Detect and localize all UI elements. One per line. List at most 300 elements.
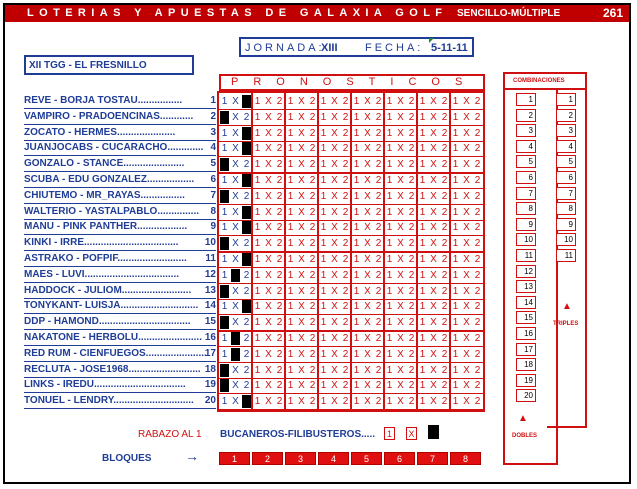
prediction-cell[interactable]: 2 <box>408 175 415 186</box>
prediction-cell[interactable]: X <box>463 396 470 408</box>
prediction-mark[interactable] <box>242 300 251 313</box>
prediction-cell[interactable]: 1 <box>254 254 261 265</box>
prediction-mark[interactable] <box>220 379 229 392</box>
prediction-cell[interactable]: X <box>265 301 272 313</box>
prediction-cell[interactable]: X <box>232 254 239 265</box>
prediction-cell[interactable]: 2 <box>276 333 283 344</box>
prediction-cell[interactable]: X <box>265 96 272 107</box>
prediction-cell[interactable]: 2 <box>342 190 349 202</box>
prediction-cell[interactable]: X <box>331 111 338 123</box>
prediction-cell[interactable]: 1 <box>419 190 426 202</box>
prediction-cell[interactable]: 1 <box>320 206 327 218</box>
dobles-box[interactable]: 11 <box>516 249 536 262</box>
prediction-cell[interactable]: X <box>364 206 371 218</box>
triples-box[interactable]: 7 <box>556 187 576 200</box>
prediction-cell[interactable]: 1 <box>287 127 294 139</box>
dobles-box[interactable]: 6 <box>516 171 536 184</box>
prediction-cell[interactable]: X <box>463 96 470 107</box>
prediction-cell[interactable]: 2 <box>375 222 382 234</box>
dobles-box[interactable]: 19 <box>516 374 536 387</box>
prediction-cell[interactable]: 2 <box>441 159 448 171</box>
prediction-cell[interactable]: 2 <box>342 285 349 297</box>
prediction-cell[interactable]: X <box>397 96 404 107</box>
prediction-cell[interactable]: 2 <box>309 143 316 155</box>
prediction-cell[interactable]: 1 <box>320 175 327 186</box>
prediction-mark[interactable] <box>242 95 251 108</box>
prediction-cell[interactable]: X <box>298 159 305 171</box>
dobles-box[interactable]: 20 <box>516 389 536 402</box>
prediction-cell[interactable]: X <box>298 190 305 202</box>
prediction-cell[interactable]: 2 <box>408 348 415 360</box>
prediction-cell[interactable]: X <box>298 254 305 265</box>
prediction-cell[interactable]: 1 <box>320 301 327 313</box>
prediction-cell[interactable]: 1 <box>353 333 360 344</box>
prediction-cell[interactable]: 1 <box>419 111 426 123</box>
prediction-cell[interactable]: X <box>430 127 437 139</box>
prediction-cell[interactable]: X <box>397 380 404 392</box>
prediction-mark[interactable] <box>242 395 251 408</box>
prediction-cell[interactable]: 2 <box>309 190 316 202</box>
prediction-cell[interactable]: 2 <box>474 380 481 392</box>
prediction-cell[interactable]: 1 <box>452 206 459 218</box>
prediction-cell[interactable]: 1 <box>419 175 426 186</box>
prediction-mark[interactable] <box>242 142 251 155</box>
triples-box[interactable]: 1 <box>556 93 576 106</box>
prediction-cell[interactable]: 1 <box>320 380 327 392</box>
bloque-button[interactable]: 6 <box>384 452 415 465</box>
prediction-cell[interactable]: X <box>265 175 272 186</box>
prediction-cell[interactable]: 2 <box>375 301 382 313</box>
prediction-cell[interactable]: 1 <box>254 127 261 139</box>
prediction-cell[interactable]: 2 <box>342 301 349 313</box>
prediction-cell[interactable]: 1 <box>386 222 393 234</box>
prediction-cell[interactable]: X <box>298 380 305 392</box>
prediction-cell[interactable]: 2 <box>276 159 283 171</box>
prediction-mark[interactable] <box>242 127 251 140</box>
prediction-cell[interactable]: X <box>331 222 338 234</box>
prediction-cell[interactable]: X <box>364 269 371 281</box>
prediction-cell[interactable]: X <box>265 364 272 376</box>
prediction-cell[interactable]: 2 <box>474 333 481 344</box>
prediction-cell[interactable]: 2 <box>375 254 382 265</box>
prediction-cell[interactable]: X <box>430 301 437 313</box>
bloque-button[interactable]: 8 <box>450 452 481 465</box>
bloque-button[interactable]: 1 <box>219 452 250 465</box>
prediction-cell[interactable]: 1 <box>452 238 459 250</box>
prediction-cell[interactable]: X <box>430 143 437 155</box>
prediction-cell[interactable]: 2 <box>441 254 448 265</box>
prediction-cell[interactable]: 1 <box>254 206 261 218</box>
prediction-cell[interactable]: X <box>232 175 239 186</box>
prediction-cell[interactable]: 1 <box>386 364 393 376</box>
prediction-cell[interactable]: X <box>265 238 272 250</box>
prediction-cell[interactable]: 1 <box>287 143 294 155</box>
prediction-cell[interactable]: X <box>463 348 470 360</box>
prediction-cell[interactable]: 2 <box>408 96 415 107</box>
prediction-cell[interactable]: 1 <box>254 380 261 392</box>
prediction-cell[interactable]: 2 <box>342 238 349 250</box>
triples-box[interactable]: 5 <box>556 155 576 168</box>
prediction-cell[interactable]: X <box>232 238 239 250</box>
prediction-cell[interactable]: 1 <box>254 159 261 171</box>
prediction-cell[interactable]: 2 <box>474 190 481 202</box>
prediction-cell[interactable]: X <box>430 396 437 408</box>
prediction-cell[interactable]: 1 <box>353 159 360 171</box>
prediction-cell[interactable]: X <box>463 238 470 250</box>
prediction-cell[interactable]: X <box>430 159 437 171</box>
prediction-cell[interactable]: X <box>397 111 404 123</box>
prediction-cell[interactable]: 2 <box>309 333 316 344</box>
prediction-cell[interactable]: X <box>364 254 371 265</box>
prediction-cell[interactable]: 2 <box>408 396 415 408</box>
prediction-cell[interactable]: 2 <box>276 143 283 155</box>
prediction-cell[interactable]: X <box>430 254 437 265</box>
prediction-cell[interactable]: 1 <box>287 301 294 313</box>
prediction-cell[interactable]: 1 <box>353 396 360 408</box>
prediction-cell[interactable]: 1 <box>320 254 327 265</box>
prediction-cell[interactable]: 1 <box>419 301 426 313</box>
prediction-cell[interactable]: 2 <box>441 222 448 234</box>
prediction-cell[interactable]: 1 <box>353 269 360 281</box>
prediction-cell[interactable]: 1 <box>353 348 360 360</box>
prediction-cell[interactable]: 1 <box>386 269 393 281</box>
prediction-mark[interactable] <box>220 111 229 124</box>
prediction-cell[interactable]: X <box>232 364 239 376</box>
prediction-cell[interactable]: X <box>298 301 305 313</box>
prediction-cell[interactable]: X <box>265 222 272 234</box>
prediction-cell[interactable]: 1 <box>221 348 228 360</box>
prediction-cell[interactable]: 2 <box>441 175 448 186</box>
prediction-cell[interactable]: 1 <box>320 96 327 107</box>
prediction-cell[interactable]: 2 <box>474 159 481 171</box>
bloque-button[interactable]: 2 <box>252 452 283 465</box>
prediction-cell[interactable]: 1 <box>452 111 459 123</box>
prediction-cell[interactable]: 1 <box>221 143 228 155</box>
prediction-cell[interactable]: 2 <box>441 111 448 123</box>
prediction-cell[interactable]: 2 <box>441 380 448 392</box>
prediction-cell[interactable]: 2 <box>375 127 382 139</box>
prediction-cell[interactable]: 1 <box>353 222 360 234</box>
prediction-cell[interactable]: X <box>298 317 305 329</box>
prediction-cell[interactable]: X <box>232 111 239 123</box>
triples-box[interactable]: 6 <box>556 171 576 184</box>
prediction-cell[interactable]: 2 <box>408 159 415 171</box>
prediction-cell[interactable]: X <box>232 159 239 171</box>
prediction-cell[interactable]: X <box>430 222 437 234</box>
prediction-cell[interactable]: X <box>463 111 470 123</box>
prediction-cell[interactable]: 1 <box>419 222 426 234</box>
prediction-cell[interactable]: X <box>463 159 470 171</box>
prediction-cell[interactable]: 1 <box>221 222 228 234</box>
prediction-cell[interactable]: X <box>232 190 239 202</box>
prediction-cell[interactable]: 2 <box>276 190 283 202</box>
prediction-cell[interactable]: 1 <box>353 175 360 186</box>
prediction-cell[interactable]: X <box>265 127 272 139</box>
prediction-cell[interactable]: 2 <box>441 127 448 139</box>
dobles-box[interactable]: 8 <box>516 202 536 215</box>
prediction-cell[interactable]: 1 <box>254 396 261 408</box>
prediction-cell[interactable]: 2 <box>441 143 448 155</box>
prediction-cell[interactable]: 2 <box>441 317 448 329</box>
prediction-cell[interactable]: X <box>430 364 437 376</box>
prediction-cell[interactable]: 2 <box>474 396 481 408</box>
prediction-cell[interactable]: 2 <box>276 380 283 392</box>
dobles-box[interactable]: 16 <box>516 327 536 340</box>
triples-box[interactable]: 2 <box>556 109 576 122</box>
prediction-cell[interactable]: X <box>397 301 404 313</box>
prediction-cell[interactable]: 2 <box>276 269 283 281</box>
prediction-cell[interactable]: 2 <box>408 206 415 218</box>
prediction-cell[interactable]: 1 <box>452 222 459 234</box>
prediction-cell[interactable]: 1 <box>452 285 459 297</box>
prediction-cell[interactable]: X <box>232 396 239 408</box>
prediction-cell[interactable]: 2 <box>243 348 250 360</box>
prediction-cell[interactable]: 2 <box>441 333 448 344</box>
prediction-cell[interactable]: 2 <box>276 348 283 360</box>
prediction-cell[interactable]: 1 <box>287 190 294 202</box>
prediction-cell[interactable]: 2 <box>375 269 382 281</box>
prediction-cell[interactable]: X <box>298 127 305 139</box>
prediction-cell[interactable]: X <box>331 269 338 281</box>
prediction-cell[interactable]: X <box>397 364 404 376</box>
prediction-cell[interactable]: X <box>364 380 371 392</box>
prediction-cell[interactable]: 1 <box>452 348 459 360</box>
prediction-cell[interactable]: 2 <box>375 238 382 250</box>
prediction-cell[interactable]: 1 <box>287 159 294 171</box>
prediction-cell[interactable]: 2 <box>474 96 481 107</box>
prediction-cell[interactable]: X <box>232 96 239 107</box>
prediction-cell[interactable]: X <box>331 206 338 218</box>
prediction-cell[interactable]: 2 <box>342 175 349 186</box>
prediction-cell[interactable]: X <box>463 190 470 202</box>
prediction-cell[interactable]: 1 <box>386 159 393 171</box>
prediction-cell[interactable]: 2 <box>309 96 316 107</box>
prediction-cell[interactable]: 2 <box>243 238 250 250</box>
prediction-cell[interactable]: 1 <box>254 301 261 313</box>
prediction-cell[interactable]: 1 <box>353 317 360 329</box>
prediction-cell[interactable]: 2 <box>408 238 415 250</box>
prediction-cell[interactable]: 1 <box>353 301 360 313</box>
prediction-cell[interactable]: 1 <box>386 396 393 408</box>
prediction-cell[interactable]: X <box>430 206 437 218</box>
prediction-cell[interactable]: 2 <box>309 127 316 139</box>
triples-box[interactable]: 9 <box>556 218 576 231</box>
prediction-cell[interactable]: 2 <box>441 238 448 250</box>
prediction-cell[interactable]: X <box>430 190 437 202</box>
prediction-cell[interactable]: 1 <box>353 127 360 139</box>
prediction-cell[interactable]: 2 <box>276 206 283 218</box>
prediction-cell[interactable]: 2 <box>408 301 415 313</box>
prediction-cell[interactable]: 2 <box>408 285 415 297</box>
prediction-cell[interactable]: 1 <box>287 238 294 250</box>
bloque-button[interactable]: 7 <box>417 452 448 465</box>
prediction-cell[interactable]: 1 <box>419 254 426 265</box>
prediction-cell[interactable]: 2 <box>375 159 382 171</box>
prediction-cell[interactable]: X <box>364 96 371 107</box>
prediction-cell[interactable]: 2 <box>276 285 283 297</box>
prediction-cell[interactable]: X <box>265 159 272 171</box>
prediction-cell[interactable]: X <box>430 285 437 297</box>
prediction-cell[interactable]: X <box>265 143 272 155</box>
prediction-cell[interactable]: X <box>430 269 437 281</box>
prediction-cell[interactable]: 1 <box>452 396 459 408</box>
prediction-cell[interactable]: 2 <box>309 111 316 123</box>
prediction-cell[interactable]: 1 <box>287 285 294 297</box>
prediction-cell[interactable]: 1 <box>221 127 228 139</box>
prediction-cell[interactable]: 2 <box>441 301 448 313</box>
prediction-cell[interactable]: 2 <box>342 206 349 218</box>
prediction-cell[interactable]: X <box>265 111 272 123</box>
prediction-cell[interactable]: X <box>298 96 305 107</box>
prediction-cell[interactable]: X <box>232 380 239 392</box>
prediction-cell[interactable]: 1 <box>353 143 360 155</box>
prediction-cell[interactable]: 1 <box>419 206 426 218</box>
prediction-cell[interactable]: X <box>463 269 470 281</box>
prediction-cell[interactable]: 1 <box>320 222 327 234</box>
prediction-cell[interactable]: 2 <box>309 285 316 297</box>
prediction-mark[interactable] <box>242 174 251 187</box>
prediction-cell[interactable]: X <box>265 285 272 297</box>
prediction-cell[interactable]: 1 <box>353 206 360 218</box>
prediction-cell[interactable]: X <box>364 285 371 297</box>
prediction-cell[interactable]: 1 <box>254 190 261 202</box>
prediction-cell[interactable]: 1 <box>254 175 261 186</box>
prediction-cell[interactable]: 1 <box>320 190 327 202</box>
prediction-cell[interactable]: X <box>364 159 371 171</box>
fecha-value[interactable]: 5-11-11 <box>431 42 468 54</box>
prediction-cell[interactable]: 1 <box>320 159 327 171</box>
prediction-cell[interactable]: 1 <box>353 238 360 250</box>
prediction-cell[interactable]: 2 <box>243 380 250 392</box>
prediction-cell[interactable]: 2 <box>408 364 415 376</box>
prediction-cell[interactable]: 2 <box>309 269 316 281</box>
prediction-cell[interactable]: X <box>397 127 404 139</box>
triples-box[interactable]: 11 <box>556 249 576 262</box>
prediction-cell[interactable]: 2 <box>375 285 382 297</box>
prediction-cell[interactable]: 2 <box>375 96 382 107</box>
prediction-cell[interactable]: X <box>430 175 437 186</box>
dobles-box[interactable]: 5 <box>516 155 536 168</box>
dobles-box[interactable]: 1 <box>516 93 536 106</box>
prediction-cell[interactable]: 2 <box>375 111 382 123</box>
prediction-cell[interactable]: 2 <box>474 285 481 297</box>
prediction-cell[interactable]: X <box>364 396 371 408</box>
prediction-cell[interactable]: 2 <box>309 396 316 408</box>
prediction-cell[interactable]: X <box>364 348 371 360</box>
prediction-cell[interactable]: 2 <box>309 317 316 329</box>
prediction-cell[interactable]: 1 <box>353 254 360 265</box>
prediction-cell[interactable]: 2 <box>309 175 316 186</box>
prediction-cell[interactable]: X <box>397 222 404 234</box>
prediction-cell[interactable]: 2 <box>342 127 349 139</box>
prediction-cell[interactable]: 1 <box>386 285 393 297</box>
prediction-cell[interactable]: X <box>298 143 305 155</box>
prediction-mark[interactable] <box>242 253 251 266</box>
prediction-cell[interactable]: 2 <box>408 317 415 329</box>
prediction-cell[interactable]: X <box>265 206 272 218</box>
prediction-cell[interactable]: 2 <box>342 380 349 392</box>
prediction-cell[interactable]: X <box>331 238 338 250</box>
prediction-cell[interactable]: 1 <box>254 364 261 376</box>
prediction-cell[interactable]: X <box>298 348 305 360</box>
prediction-cell[interactable]: X <box>364 175 371 186</box>
prediction-cell[interactable]: 1 <box>452 159 459 171</box>
dobles-box[interactable]: 12 <box>516 265 536 278</box>
prediction-cell[interactable]: 2 <box>408 143 415 155</box>
prediction-mark[interactable] <box>242 206 251 219</box>
prediction-cell[interactable]: 1 <box>287 380 294 392</box>
prediction-cell[interactable]: 2 <box>342 96 349 107</box>
prediction-cell[interactable]: X <box>397 348 404 360</box>
prediction-cell[interactable]: 2 <box>342 317 349 329</box>
prediction-cell[interactable]: 2 <box>441 364 448 376</box>
prediction-cell[interactable]: 2 <box>342 254 349 265</box>
prediction-cell[interactable]: X <box>265 254 272 265</box>
prediction-cell[interactable]: 2 <box>441 96 448 107</box>
prediction-cell[interactable]: X <box>331 348 338 360</box>
prediction-cell[interactable]: 2 <box>276 364 283 376</box>
prediction-cell[interactable]: 1 <box>287 364 294 376</box>
prediction-cell[interactable]: 1 <box>419 159 426 171</box>
prediction-cell[interactable]: 2 <box>342 364 349 376</box>
prediction-cell[interactable]: X <box>364 127 371 139</box>
prediction-cell[interactable]: 2 <box>375 333 382 344</box>
prediction-cell[interactable]: 2 <box>375 206 382 218</box>
prediction-cell[interactable]: 1 <box>386 348 393 360</box>
prediction-cell[interactable]: 2 <box>408 380 415 392</box>
prediction-cell[interactable]: 2 <box>243 190 250 202</box>
prediction-cell[interactable]: X <box>463 285 470 297</box>
prediction-cell[interactable]: X <box>265 396 272 408</box>
prediction-cell[interactable]: 2 <box>243 269 250 281</box>
prediction-mark[interactable] <box>231 348 240 361</box>
prediction-cell[interactable]: 2 <box>441 206 448 218</box>
prediction-cell[interactable]: X <box>397 159 404 171</box>
prediction-cell[interactable]: 2 <box>474 317 481 329</box>
prediction-cell[interactable]: 2 <box>309 238 316 250</box>
prediction-cell[interactable]: 1 <box>320 269 327 281</box>
prediction-cell[interactable]: X <box>232 143 239 155</box>
prediction-cell[interactable]: 1 <box>419 96 426 107</box>
prediction-cell[interactable]: 1 <box>353 380 360 392</box>
prediction-cell[interactable]: X <box>463 380 470 392</box>
prediction-cell[interactable]: 2 <box>276 127 283 139</box>
prediction-cell[interactable]: 1 <box>452 364 459 376</box>
prediction-cell[interactable]: X <box>430 317 437 329</box>
prediction-cell[interactable]: X <box>331 127 338 139</box>
prediction-cell[interactable]: X <box>397 254 404 265</box>
prediction-cell[interactable]: X <box>232 285 239 297</box>
prediction-cell[interactable]: X <box>298 206 305 218</box>
prediction-mark[interactable] <box>231 332 240 345</box>
bloque-button[interactable]: 5 <box>351 452 382 465</box>
prediction-cell[interactable]: X <box>331 285 338 297</box>
prediction-cell[interactable]: X <box>463 301 470 313</box>
prediction-cell[interactable]: 2 <box>375 143 382 155</box>
prediction-cell[interactable]: 1 <box>254 96 261 107</box>
prediction-cell[interactable]: 2 <box>309 159 316 171</box>
prediction-cell[interactable]: X <box>430 333 437 344</box>
prediction-cell[interactable]: 1 <box>320 127 327 139</box>
prediction-cell[interactable]: 1 <box>320 317 327 329</box>
prediction-cell[interactable]: 2 <box>342 348 349 360</box>
prediction-cell[interactable]: X <box>265 333 272 344</box>
prediction-cell[interactable]: X <box>397 285 404 297</box>
prediction-cell[interactable]: 1 <box>221 269 228 281</box>
prediction-cell[interactable]: 1 <box>320 364 327 376</box>
prediction-cell[interactable]: 2 <box>474 364 481 376</box>
prediction-cell[interactable]: 1 <box>452 127 459 139</box>
